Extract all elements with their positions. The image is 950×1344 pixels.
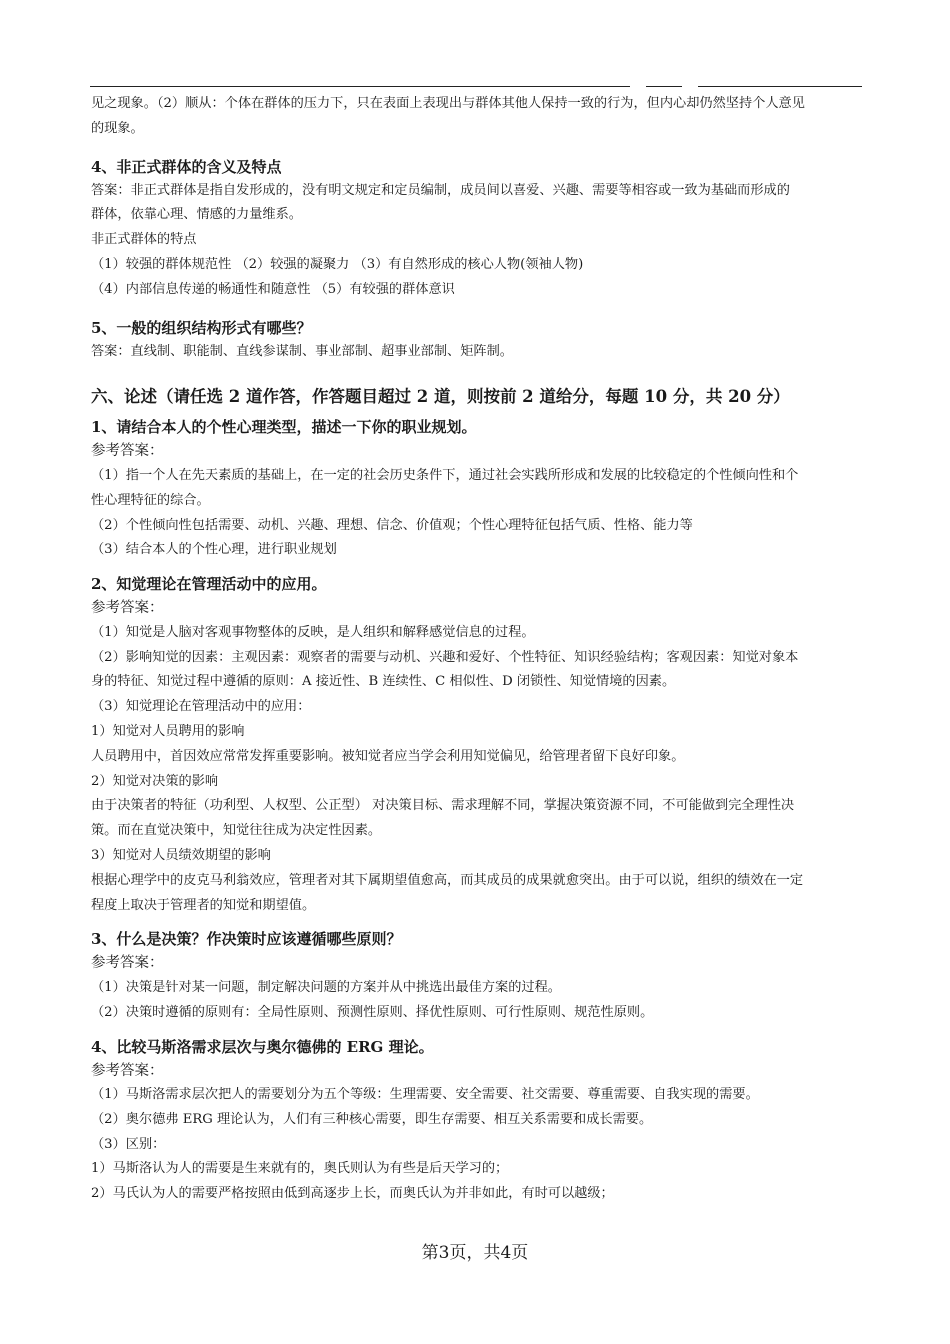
- reference-label: 参考答案：: [91, 1062, 164, 1079]
- essay-heading: 1、请结合本人的个性心理类型，描述一下你的职业规划。: [91, 418, 477, 437]
- paragraph: 的现象。: [91, 120, 144, 136]
- header-rule: [90, 86, 862, 87]
- answer-text: 性心理特征的综合。: [91, 492, 210, 508]
- answer-text: （1）决策是针对某一问题，制定解决问题的方案并从中挑选出最佳方案的过程。: [91, 979, 561, 995]
- answer-text: 身的特征、知觉过程中遵循的原则：A 接近性、B 连续性、C 相似性、D 闭锁性、知觉情境的因素。: [91, 674, 676, 690]
- header-rule-gap: [630, 84, 646, 89]
- question-heading: 4、非正式群体的含义及特点: [91, 157, 282, 176]
- header-rule-gap: [682, 84, 698, 89]
- section-title: 六、论述（请任选 2 道作答，作答题目超过 2 道，则按前 2 道给分，每题 10 分，共 20 分）: [91, 387, 790, 407]
- answer-text: （2）个性倾向性包括需要、动机、兴趣、理想、信念、价值观；个性心理特征包括气质、性格、能力等: [91, 517, 693, 533]
- features-line: （4）内部信息传递的畅通性和随意性 （5）有较强的群体意识: [91, 281, 455, 297]
- answer-text: （1）指一个人在先天素质的基础上，在一定的社会历史条件下，通过社会实践所形成和发展的比较稳定的个性倾向性和个: [91, 467, 799, 483]
- features-title: 非正式群体的特点: [91, 232, 197, 248]
- answer-text: （3）结合本人的个性心理，进行职业规划: [91, 542, 337, 558]
- essay-heading: 3、什么是决策？作决策时应该遵循哪些原则？: [91, 930, 402, 949]
- answer-text: 人员聘用中，首因效应常常发挥重要影响。被知觉者应当学会利用知觉偏见，给管理者留下良好印象。: [91, 748, 685, 764]
- reference-label: 参考答案：: [91, 443, 164, 460]
- answer-text: 根据心理学中的皮克马利翁效应，管理者对其下属期望值愈高，而其成员的成果就愈突出。由于可以说，组织的绩效在一定: [91, 872, 804, 888]
- answer-text: （2）影响知觉的因素：主观因素：观察者的需要与动机、兴趣和爱好、个性特征、知识经验结构；客观因素：知觉对象本: [91, 649, 799, 665]
- reference-label: 参考答案：: [91, 600, 164, 617]
- answer-text: 2）马氏认为人的需要严格按照由低到高逐步上长，而奥氏认为并非如此，有时可以越级；: [91, 1186, 614, 1202]
- answer-text: （1）马斯洛需求层次把人的需要划分为五个等级：生理需要、安全需要、社交需要、尊重需要、自我实现的需要。: [91, 1087, 759, 1103]
- answer-text: （3）知觉理论在管理活动中的应用：: [91, 699, 311, 715]
- features-line: （1）较强的群体规范性 （2）较强的凝聚力 （3）有自然形成的核心人物(领袖人物): [91, 256, 584, 272]
- answer-text: 策。而在直觉决策中，知觉往往成为决定性因素。: [91, 823, 382, 839]
- subpoint-title: 1）知觉对人员聘用的影响: [91, 723, 245, 739]
- essay-heading: 2、知觉理论在管理活动中的应用。: [91, 575, 327, 594]
- answer-text: 程度上取决于管理者的知觉和期望值。: [91, 897, 316, 913]
- answer-text: 由于决策者的特征（功利型、人权型、公正型） 对决策目标、需求理解不同，掌握决策资源不同，不可能做到完全理性决: [91, 798, 795, 814]
- subpoint-title: 2）知觉对决策的影响: [91, 773, 219, 789]
- answer-text: 群体，依靠心理、情感的力量维系。: [91, 207, 302, 223]
- page-number: 第3页，共4页: [421, 1243, 529, 1263]
- answer-text: 答案：直线制、职能制、直线参谋制、事业部制、超事业部制、矩阵制。: [91, 343, 513, 359]
- page-content: [91, 92, 863, 1207]
- question-heading: 5、一般的组织结构形式有哪些？: [91, 318, 312, 337]
- reference-label: 参考答案：: [91, 955, 164, 972]
- subpoint-title: 3）知觉对人员绩效期望的影响: [91, 847, 271, 863]
- essay-heading: 4、比较马斯洛需求层次与奥尔德佛的 ERG 理论。: [91, 1037, 434, 1056]
- answer-text: 答案：非正式群体是指自发形成的，没有明文规定和定员编制，成员间以喜爱、兴趣、需要等相容或一致为基础而形成的: [91, 182, 790, 198]
- answer-text: （2）决策时遵循的原则有：全局性原则、预测性原则、择优性原则、可行性原则、规范性原则。: [91, 1004, 654, 1020]
- answer-text: 1）马斯洛认为人的需要是生来就有的，奥氏则认为有些是后天学习的；: [91, 1161, 509, 1177]
- paragraph: 见之现象。（2）顺从：个体在群体的压力下，只在表面上表现出与群体其他人保持一致的行为，但内心却仍然坚持个人意见: [91, 96, 805, 111]
- answer-text: （1）知觉是人脑对客观事物整体的反映，是人组织和解释感觉信息的过程。: [91, 624, 535, 640]
- answer-text: （2）奥尔德弗 ERG 理论认为，人们有三种核心需要，即生存需要、相互关系需要和成长需要。: [91, 1111, 653, 1127]
- answer-text: （3）区别：: [91, 1136, 166, 1152]
